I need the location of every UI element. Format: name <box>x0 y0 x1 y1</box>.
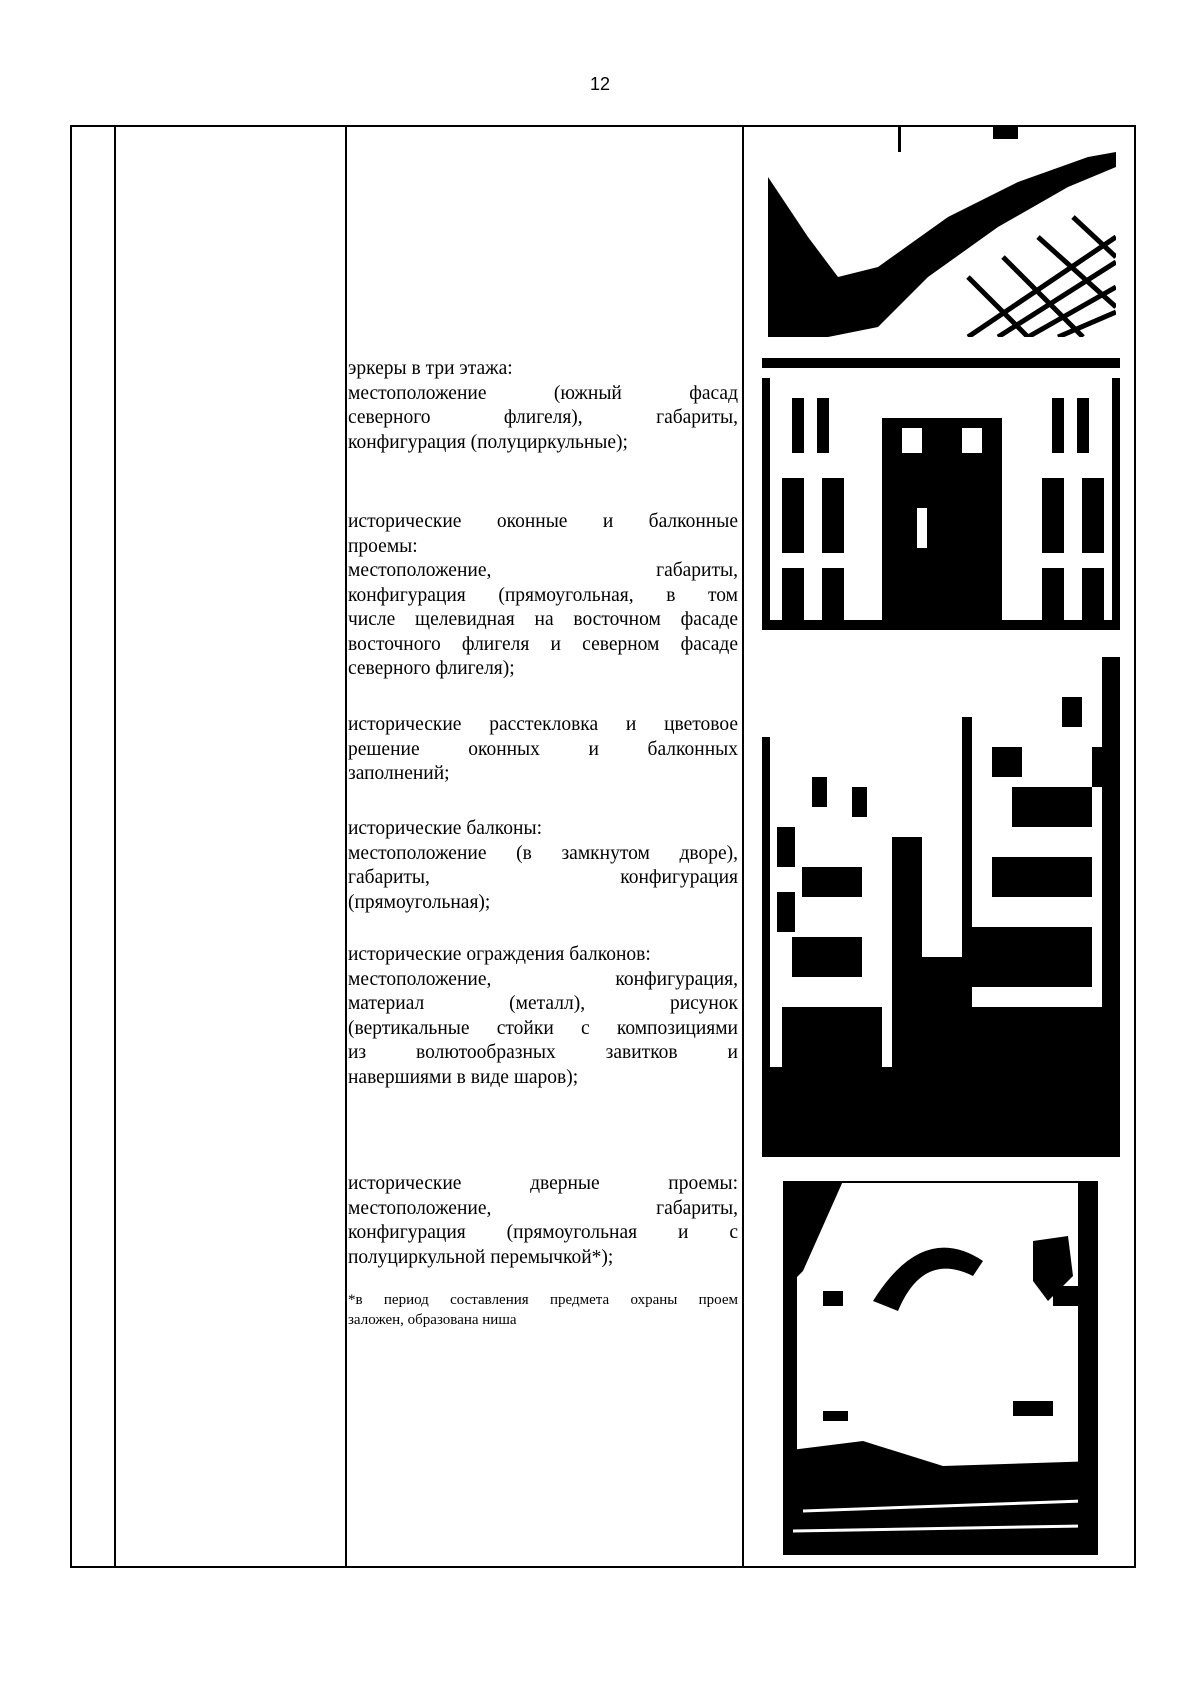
glazing-paragraph <box>348 713 738 787</box>
text-line: эркеры в три этажа: <box>348 358 513 379</box>
street-pavement-photo <box>768 127 1116 337</box>
text-line: местоположение, габариты, <box>348 560 738 581</box>
text-line: числе щелевидная на восточном фасаде <box>348 609 738 630</box>
column-divider <box>345 127 347 1566</box>
door-openings-paragraph <box>348 1172 738 1270</box>
page-number: 12 <box>589 74 611 94</box>
text-line: габариты, конфигурация <box>348 867 738 888</box>
text-line: исторические дверные проемы: <box>348 1173 738 1194</box>
balconies-paragraph <box>348 817 738 915</box>
text-line: полуциркульной перемычкой*); <box>348 1246 614 1268</box>
text-line: северного флигеля), габариты, <box>348 407 738 428</box>
courtyard-balconies-photo <box>762 657 1120 1157</box>
text-line: *в период составления предмета охраны проем <box>348 1292 738 1308</box>
column-divider <box>114 127 116 1566</box>
text-line: местоположение (в замкнутом дворе), <box>348 842 738 864</box>
text-line: местоположение (южный фасад <box>348 382 738 404</box>
text-line: навершиями в виде шаров); <box>348 1066 579 1088</box>
bay-windows-paragraph <box>348 357 738 455</box>
text-line: решение оконных и балконных <box>348 738 738 760</box>
text-line: восточного флигеля и северном фасаде <box>348 633 738 655</box>
door-niche-photo <box>783 1181 1098 1555</box>
text-line: исторические балконы: <box>348 818 543 839</box>
column-divider <box>742 127 744 1566</box>
text-line: местоположение, конфигурация, <box>348 968 738 990</box>
footnote <box>348 1290 738 1330</box>
text-line: исторические ограждения балконов: <box>348 944 651 965</box>
text-line: (вертикальные стойки с композициями <box>348 1017 738 1039</box>
text-line: (прямоугольная); <box>348 891 491 913</box>
balcony-railings-paragraph <box>348 943 738 1090</box>
text-line: проемы: <box>348 535 418 557</box>
text-line: конфигурация (прямоугольная, в том <box>348 584 738 606</box>
text-line: заложен, образована ниша <box>348 1312 517 1328</box>
text-line: северного флигеля); <box>348 658 515 679</box>
text-line: из волютообразных завитков и <box>348 1042 738 1063</box>
text-line: исторические оконные и балконные <box>348 511 738 532</box>
bay-windows-facade-photo <box>762 358 1120 630</box>
text-line: местоположение, габариты, <box>348 1197 738 1219</box>
text-line: исторические расстекловка и цветовое <box>348 714 738 735</box>
text-line: конфигурация (полуциркульные); <box>348 431 628 453</box>
text-line: конфигурация (прямоугольная и с <box>348 1222 738 1243</box>
text-line: материал (металл), рисунок <box>348 993 738 1014</box>
window-openings-paragraph <box>348 510 738 682</box>
text-line: заполнений; <box>348 763 450 784</box>
